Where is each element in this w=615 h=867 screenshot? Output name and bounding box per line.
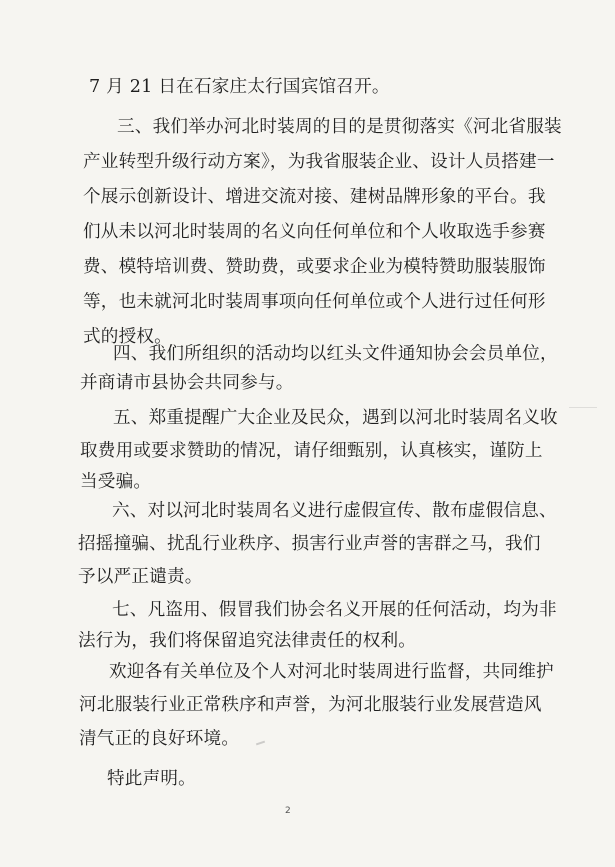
text-line: 招摇撞骗、扰乱行业秩序、损害行业声誉的害群之马，我们 bbox=[78, 534, 541, 554]
text-line: 们从未以河北时装周的名义向任何单位和个人收取选手参赛 bbox=[83, 222, 546, 242]
text-line: 当受骗。 bbox=[80, 472, 152, 492]
text-line: 法行为，我们将保留追究法律责任的权利。 bbox=[78, 631, 417, 651]
text-line: 并商请市县协会共同参与。 bbox=[80, 373, 294, 393]
scan-mark bbox=[256, 741, 265, 746]
text-line: 五、郑重提醒广大企业及民众，遇到以河北时装周名义收 bbox=[113, 408, 558, 428]
text-line: 费、模特培训费、赞助费，或要求企业为模特赞助服装服饰 bbox=[83, 257, 546, 277]
text-line: 河北服装行业正常秩序和声誉，为河北服装行业发展营造风 bbox=[79, 695, 542, 715]
text-line: 产业转型升级行动方案》，为我省服装企业、设计人员搭建一 bbox=[83, 152, 555, 172]
text-line: 个展示创新设计、增进交流对接、建树品牌形象的平台。我 bbox=[83, 187, 546, 207]
text-line: 予以严正谴责。 bbox=[78, 567, 203, 587]
text-line: 六、对以河北时装周名义进行虚假宣传、散布虚假信息、 bbox=[112, 501, 557, 521]
text-line: 四、我们所组织的活动均以红头文件通知协会会员单位， bbox=[113, 344, 558, 364]
text-line: 取费用或要求赞助的情况，请仔细甄别，认真核实，谨防上 bbox=[80, 441, 543, 461]
text-line: 清气正的良好环境。 bbox=[79, 729, 240, 749]
text-line: 7 月 21 日在石家庄太行国宾馆召开。 bbox=[89, 77, 390, 97]
text-line: 七、凡盗用、假冒我们协会名义开展的任何活动，均为非 bbox=[112, 600, 557, 620]
text-line: 式的授权。 bbox=[83, 327, 172, 347]
text-line: 等，也未就河北时装周事项向任何单位或个人进行过任何形 bbox=[83, 292, 546, 312]
text-line: 特此声明。 bbox=[107, 769, 196, 789]
text-line: 三、我们举办河北时装周的目的是贯彻落实《河北省服装 bbox=[117, 117, 562, 137]
text-line: 欢迎各有关单位及个人对河北时装周进行监督，共同维护 bbox=[109, 662, 554, 682]
scan-mark bbox=[569, 407, 597, 408]
page-number: 2 bbox=[285, 806, 291, 816]
